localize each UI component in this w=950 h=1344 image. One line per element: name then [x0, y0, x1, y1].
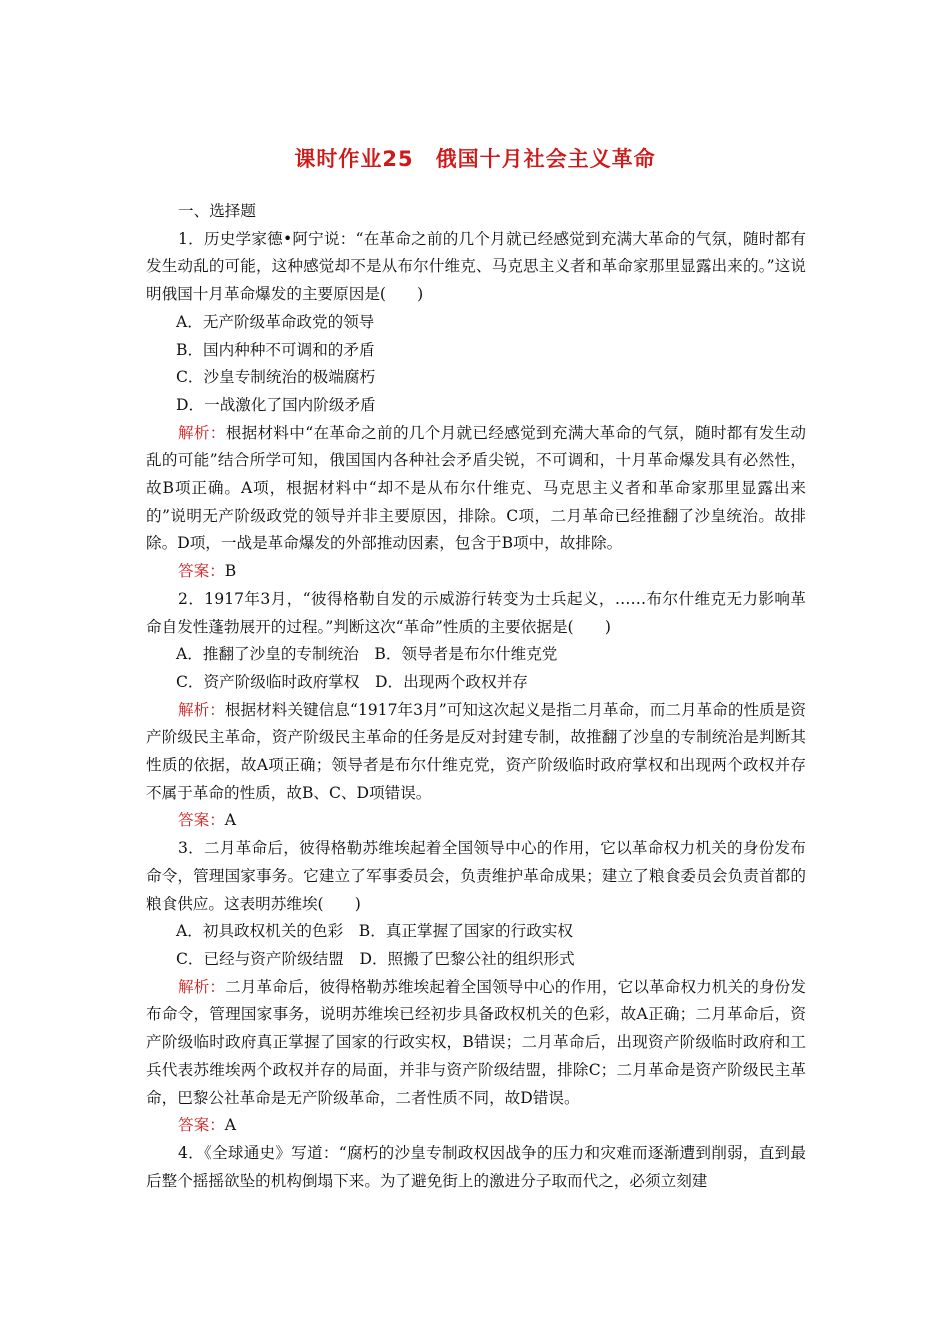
analysis-label: 解析： [178, 700, 225, 719]
question-2-answer [146, 807, 806, 835]
question-1-option-b: B．国内种种不可调和的矛盾 [176, 340, 375, 359]
question-1-analysis [146, 420, 806, 559]
question-3-answer [146, 1112, 806, 1140]
question-3-analysis [146, 974, 806, 1113]
answer-label: 答案： [178, 811, 225, 830]
answer-value: A [224, 811, 237, 830]
answer-value: B [224, 562, 237, 581]
question-2-stem: 2．1917年3月，“彼得格勒自发的示威游行转变为士兵起义，……布尔什维克无力影响革命自发性蓬勃展开的过程。”判断这次“革命”性质的主要依据是( ) [146, 589, 806, 636]
question-2-analysis [146, 697, 806, 808]
section-heading: 一、选择题 [178, 202, 256, 220]
question-3-options-ab: A．初具政权机关的色彩 B．真正掌握了国家的行政实权 [176, 922, 573, 941]
question-1-answer [146, 558, 806, 586]
question-3-stem: 3．二月革命后，彼得格勒苏维埃起着全国领导中心的作用，它以革命权力机关的身份发布命令，管理国家事务。它建立了军事委员会，负责维护革命成果；建立了粮食委员会负责首都的粮食供应。这表明苏维埃( ) [146, 839, 806, 913]
question-1-option-a: A．无产阶级革命政党的领导 [176, 312, 375, 331]
analysis-label: 解析： [178, 423, 226, 442]
answer-label: 答案： [178, 1116, 225, 1135]
question-2-options-cd: C．资产阶级临时政府掌权 D．出现两个政权并存 [176, 672, 528, 691]
question-2-options-ab: A．推翻了沙皇的专制统治 B．领导者是布尔什维克党 [176, 645, 558, 664]
answer-label: 答案： [178, 562, 225, 581]
page-title: 课时作业25 俄国十月社会主义革命 [294, 147, 656, 171]
question-1-stem: 1．历史学家德•阿宁说：“在革命之前的几个月就已经感觉到充满大革命的气氛，随时都有发生动乱的可能，这种感觉却不是从布尔什维克、马克思主义者和革命家那里显露出来的。”这说明俄国十月革命爆发的主要原因是( ) [146, 229, 806, 304]
analysis-text: 根据材料关键信息“1917年3月”可知这次起义是指二月革命，而二月革命的性质是资产阶级民主革命，资产阶级民主革命的任务是反对封建专制，故推翻了沙皇的专制统治是判断其性质的依据，故A项正确；领导者是布尔什维克党，资产阶级临时政府掌权和出现两个政权并存不属于革命的性质，故B、C、D项错误。 [146, 700, 806, 802]
document-body [146, 198, 806, 1195]
question-4-stem: 4．《全球通史》写道：“腐朽的沙皇专制政权因战争的压力和灾难而逐渐遭到削弱，直到最后整个摇摇欲坠的机构倒塌下来。为了避免街上的激进分子取而代之，必须立刻建 [146, 1143, 806, 1190]
analysis-text: 二月革命后，彼得格勒苏维埃起着全国领导中心的作用，它以革命权力机关的身份发布命令，管理国家事务，说明苏维埃已经初步具备政权机关的色彩，故A正确；二月革命后，资产阶级临时政府真正掌握了国家的行政实权，B错误；二月革命后，出现资产阶级临时政府和工兵代表苏维埃两个政权并存的局面，并非与资产阶级结盟，排除C；二月革命是资产阶级民主革命，巴黎公社革命是无产阶级革命，二者性质不同，故D错误。 [146, 977, 806, 1107]
analysis-text: 根据材料中“在革命之前的几个月就已经感觉到充满大革命的气氛，随时都有发生动乱的可能”结合所学可知，俄国国内各种社会矛盾尖锐，不可调和，十月革命爆发具有必然性，故B项正确。A项，根据材料中“却不是从布尔什维克、马克思主义者和革命家那里显露出来的”说明无产阶级政党的领导并非主要原因，排除。C项，二月革命已经推翻了沙皇统治。故排除。D项，一战是革命爆发的外部推动因素，包含于B项中，故排除。 [146, 423, 806, 553]
question-1-option-c: C．沙皇专制统治的极端腐朽 [176, 368, 376, 387]
analysis-label: 解析： [178, 977, 226, 996]
question-3-options-cd: C．已经与资产阶级结盟 D．照搬了巴黎公社的组织形式 [176, 949, 575, 968]
answer-value: A [224, 1116, 237, 1135]
question-1-option-d: D．一战激化了国内阶级矛盾 [176, 395, 376, 414]
